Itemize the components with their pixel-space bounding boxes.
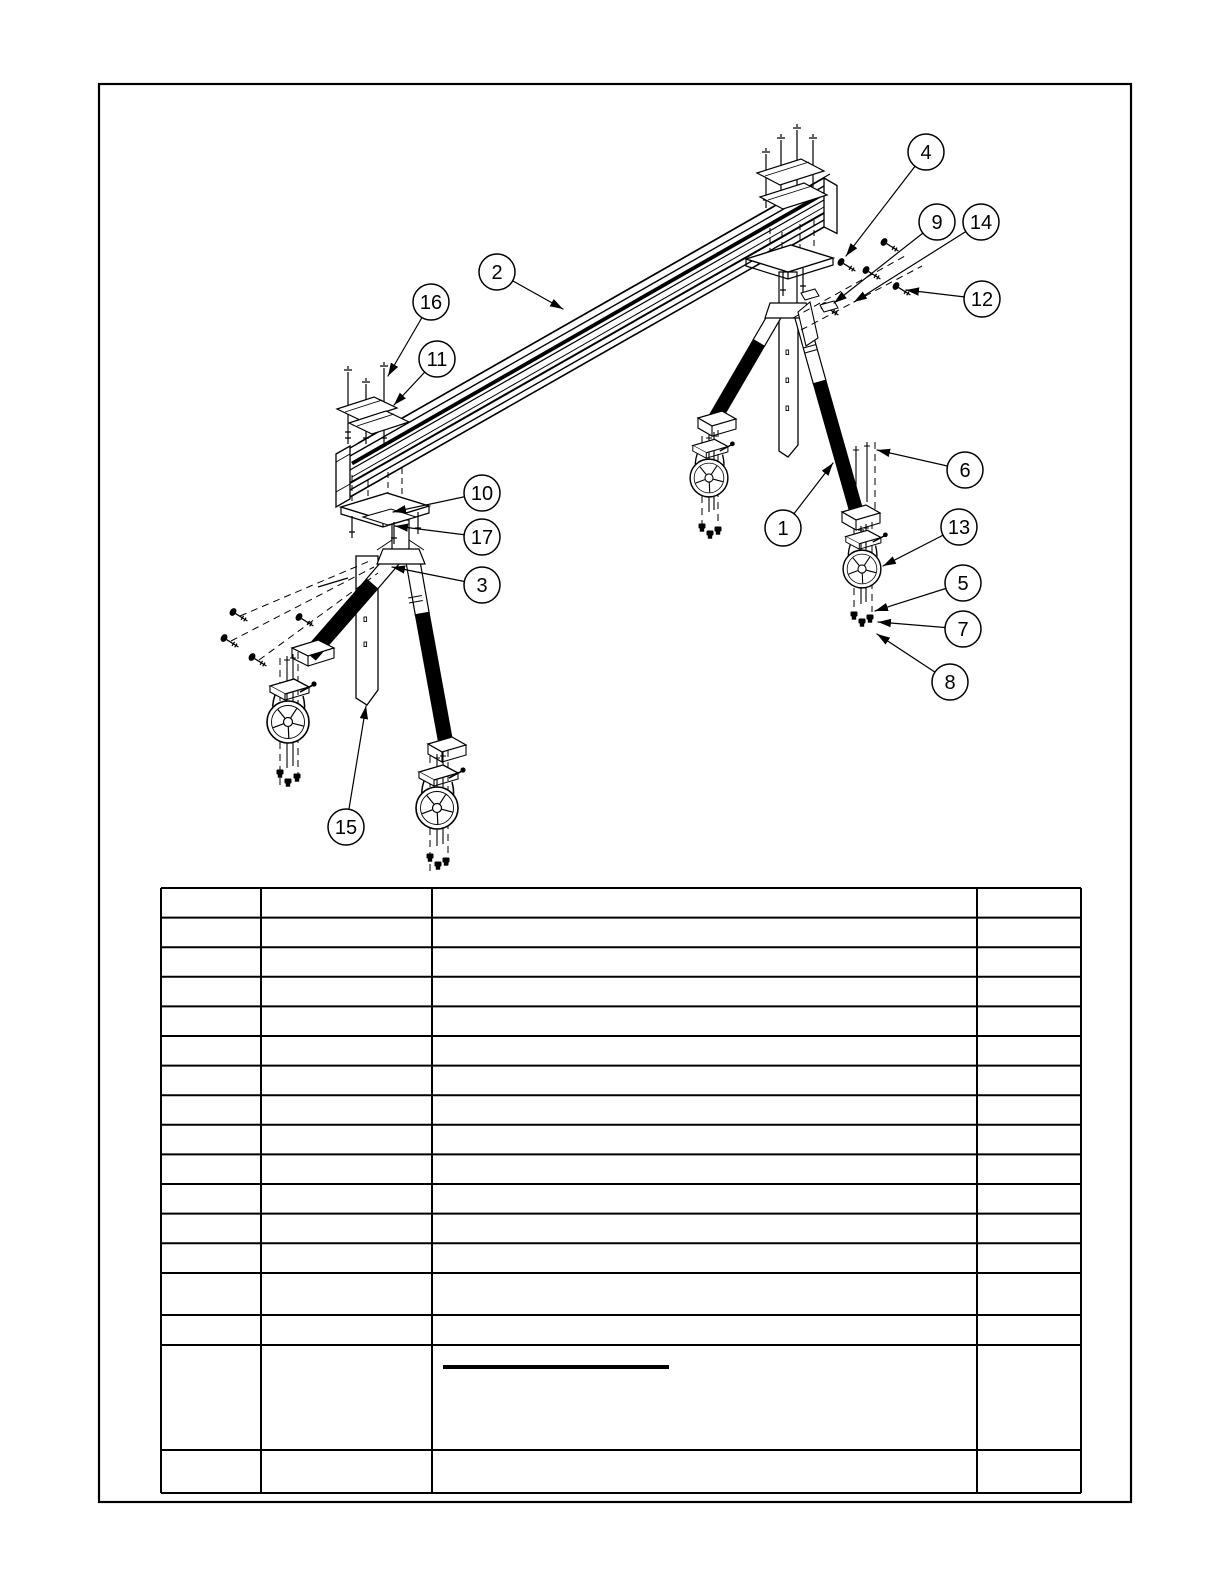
right-support-caster-right (843, 522, 888, 627)
callout-15 (328, 706, 366, 845)
callout-5 (875, 565, 981, 611)
callout-11-label: 11 (426, 349, 448, 371)
parts-table (161, 888, 1081, 1493)
beam-right-end-face (824, 178, 837, 234)
callout-1-label: 1 (777, 518, 789, 540)
callout-12-label: 12 (970, 289, 994, 311)
exploded-view-drawing (219, 124, 1000, 872)
callout-13 (883, 509, 977, 566)
callout-13-label: 13 (947, 517, 971, 539)
callout-9-label: 9 (931, 212, 943, 234)
callout-6-label: 6 (959, 460, 971, 482)
callout-5-label: 5 (957, 573, 969, 595)
callout-12 (906, 281, 1000, 317)
left-support-caster-right (416, 750, 466, 872)
right-support-left-foot (698, 411, 736, 436)
callouts (328, 134, 1000, 845)
left-leg-clevis (377, 549, 425, 564)
right-support (690, 237, 922, 627)
left-support-right-foot (428, 737, 466, 762)
callout-8-label: 8 (944, 672, 956, 694)
table-grid (161, 888, 1081, 1493)
callout-10-label: 10 (470, 483, 494, 505)
right-inner-mast (779, 315, 798, 457)
callout-2 (479, 254, 563, 309)
left-support-caster-left (267, 652, 317, 788)
callout-6 (877, 450, 983, 488)
callout-17-label: 17 (470, 527, 494, 549)
callout-1 (765, 463, 833, 546)
callout-14-label: 14 (969, 212, 993, 234)
callout-7 (878, 611, 981, 647)
right-support-caster-left (690, 430, 735, 539)
callout-15-label: 15 (334, 817, 358, 839)
leg-bolts (853, 442, 875, 514)
callout-3-label: 3 (476, 575, 488, 597)
callout-16-label: 16 (419, 292, 443, 314)
callout-2-label: 2 (491, 262, 503, 284)
callout-7-label: 7 (957, 619, 969, 641)
callout-4-label: 4 (920, 142, 932, 164)
